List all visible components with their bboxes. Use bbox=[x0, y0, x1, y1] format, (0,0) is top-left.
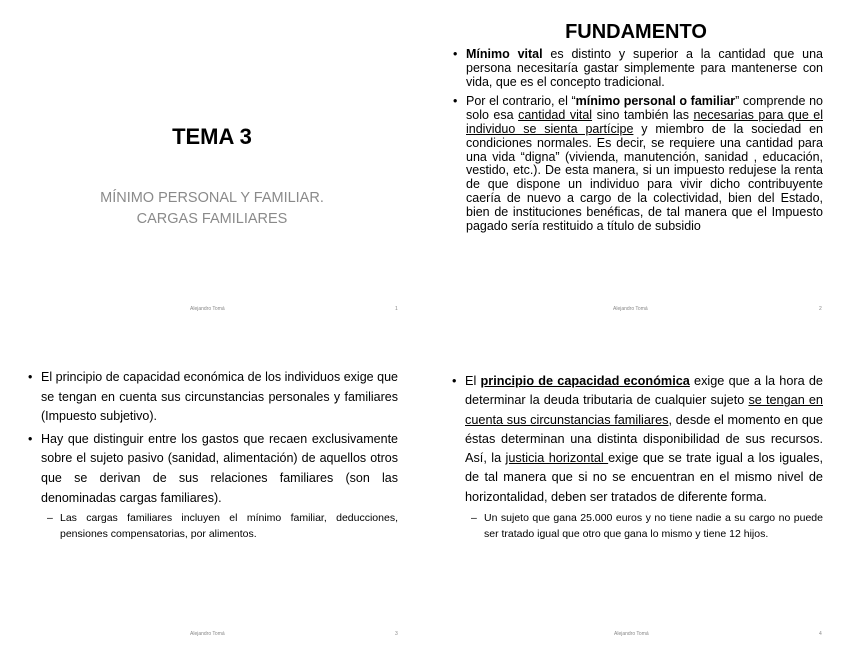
footer-author: Alejandro Tomá bbox=[614, 631, 649, 637]
bullet-text: El principio de capacidad económica de los individuos exige que se tengan en cuenta sus circunstancias personales y familiares (Impuesto subjetivo). bbox=[41, 370, 398, 424]
bullet-item bbox=[465, 372, 823, 543]
bullet-list bbox=[465, 372, 823, 543]
slide-title: TEMA 3 bbox=[172, 124, 252, 149]
bullet-text: es distinto y superior a la cantidad que una persona necesitaría gastar simplemente para mantenerse con vida, que es el concepto tradicional. bbox=[466, 47, 823, 89]
slide-title: FUNDAMENTO bbox=[565, 21, 707, 43]
bullet-item bbox=[41, 430, 398, 542]
underlined-term: se tengan en cuenta sus circunstancias familiares bbox=[465, 393, 823, 427]
bullet-text: , desde el momento en que éstas determinan una distinta disponibilidad de sus recursos. Así, la bbox=[465, 412, 823, 466]
bullet-text: exige que se trate igual a los iguales, de tal manera que si no se encuentran en el mismo nivel de horizontalidad, deben ser tratados de diferente forma. bbox=[465, 451, 824, 504]
slide-subtitle bbox=[60, 188, 364, 230]
bullet-list bbox=[466, 48, 823, 239]
subtitle-line: CARGAS FAMILIARES bbox=[136, 211, 288, 227]
page-number: 1 bbox=[395, 306, 398, 312]
page-number: 3 bbox=[395, 631, 398, 637]
page-number: 2 bbox=[819, 306, 822, 312]
bullet-item bbox=[41, 368, 398, 427]
underlined-term: principio de capacidad económica bbox=[480, 374, 690, 388]
underlined-term: cantidad vital bbox=[518, 108, 593, 123]
footer-author: Alejandro Tomá bbox=[613, 306, 648, 312]
bullet-text: y miembro de la sociedad en condiciones normales. Es decir, se requiere una cantidad para una vida “digna” (vivienda, manutención, sanidad , educación, vestido, etc.). De esta manera, si un impuesto redujese la renta de que dispone un individuo para vivir dicho contribuyente caería de nuevo a cargo de la colectividad, bien del Estado, bien de instituciones benéficas, de tal manera que el Impuesto pagado sería restituido a título de subsidio bbox=[466, 121, 824, 233]
slide-2 bbox=[424, 0, 848, 327]
underlined-term: necesarias para que el individuo se sienta partícipe bbox=[466, 108, 823, 136]
sub-list bbox=[484, 510, 823, 543]
bullet-text: exige que a la hora de determinar la deuda tributaria de cualquier sujeto bbox=[465, 374, 823, 408]
footer-author: Alejandro Tomá bbox=[190, 631, 225, 637]
page-number: 4 bbox=[819, 631, 822, 637]
bullet-text: Por el contrario, el “ bbox=[466, 94, 576, 109]
bullet-text: Hay que distinguir entre los gastos que recaen exclusivamente sobre el sujeto pasivo (sanidad, alimentación) de aquellos otros que se derivan de sus relaciones familiares (son las denominadas cargas familiares). bbox=[41, 431, 398, 505]
underlined-term: justicia horizontal bbox=[505, 451, 609, 466]
sub-list bbox=[60, 510, 398, 542]
footer-author: Alejandro Tomá bbox=[190, 306, 225, 312]
slide-1 bbox=[0, 0, 424, 327]
bullet-text: ” comprende no solo esa bbox=[466, 94, 823, 123]
sub-item: – Un sujeto que gana 25.000 euros y no tiene nadie a su cargo no puede ser tratado igual que otro que gana lo mismo y tiene 12 hijos. bbox=[484, 510, 823, 543]
bullet-text: El bbox=[465, 374, 481, 388]
slide-4 bbox=[424, 328, 848, 655]
bold-term: Mínimo vital bbox=[466, 47, 543, 61]
bold-term: mínimo personal o familiar bbox=[575, 94, 736, 109]
bullet-list bbox=[41, 368, 398, 545]
slide-3 bbox=[0, 328, 424, 655]
bullet-item bbox=[466, 95, 823, 233]
subtitle-line: MÍNIMO PERSONAL Y FAMILIAR. bbox=[100, 190, 324, 206]
bullet-item bbox=[466, 48, 823, 89]
sub-item: – Las cargas familiares incluyen el mínimo familiar, deducciones, pensiones compensatorias, por alimentos. bbox=[60, 510, 398, 542]
bullet-text: sino también las bbox=[592, 108, 694, 123]
